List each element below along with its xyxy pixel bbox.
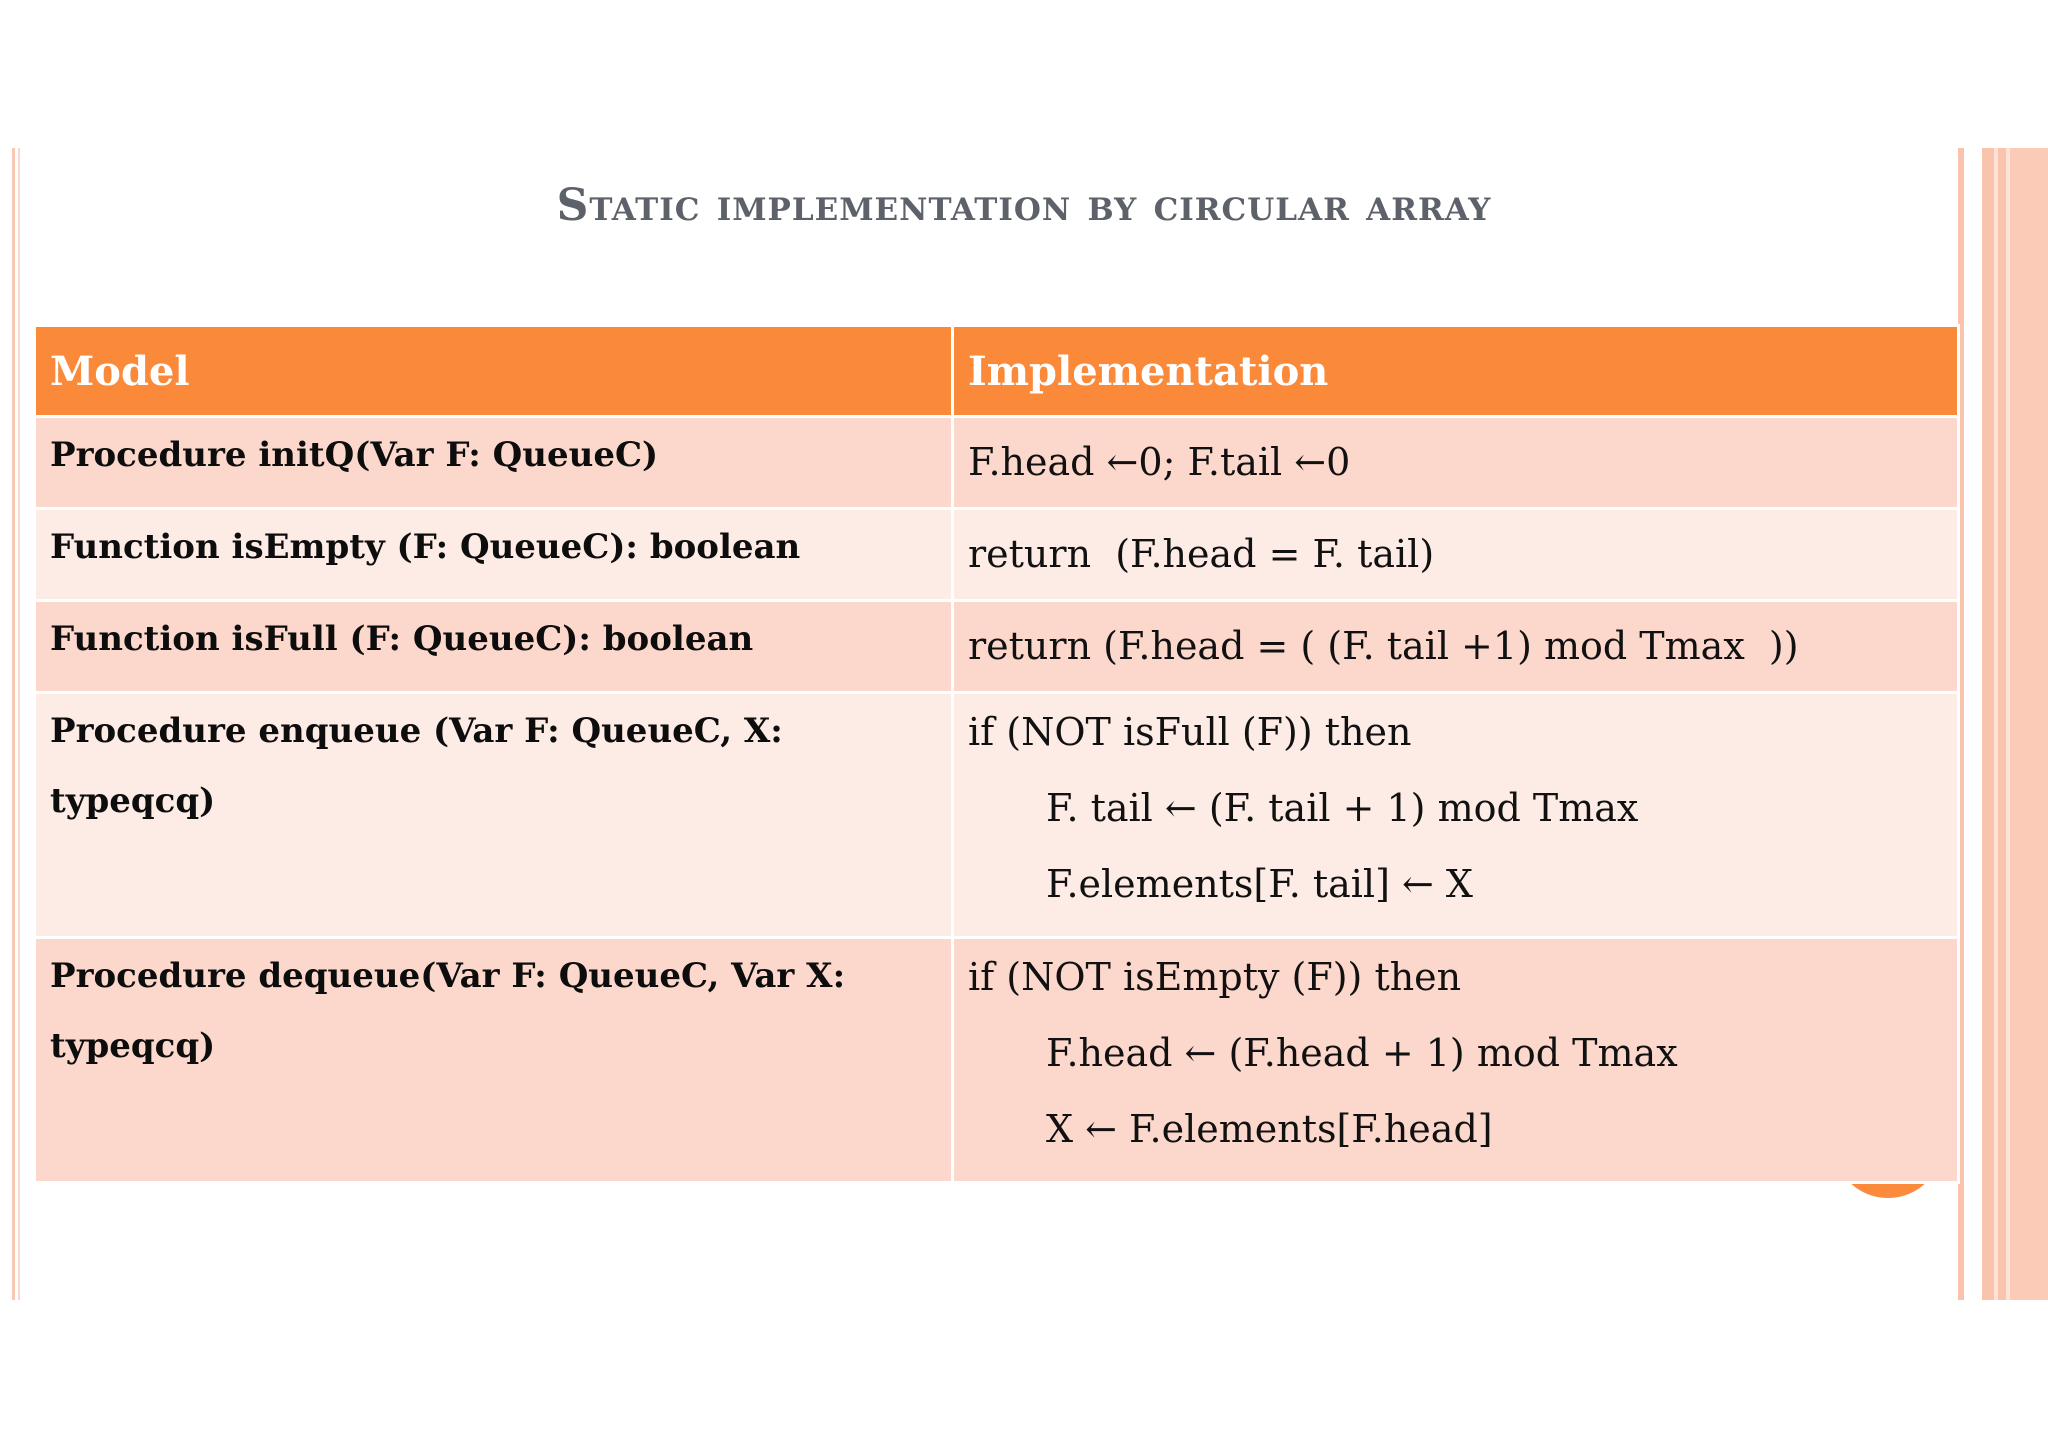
table-header-row	[35, 326, 1959, 417]
model-cell	[35, 693, 953, 938]
model-text: Function isFull (F: QueueC): boolean	[50, 619, 754, 659]
model-text: Function isEmpty (F: QueueC): boolean	[50, 527, 801, 567]
table-row	[35, 509, 1959, 601]
model-cell	[35, 417, 953, 509]
model-implementation-table	[33, 324, 1960, 1184]
implementation-line: if (NOT isFull (F)) then	[968, 710, 1412, 754]
implementation-cell	[953, 693, 1959, 938]
implementation-cell	[953, 509, 1959, 601]
implementation-line: F.head ←0; F.tail ←0	[968, 440, 1351, 484]
table-row	[35, 417, 1959, 509]
model-cell	[35, 509, 953, 601]
model-cell	[35, 601, 953, 693]
implementation-cell	[953, 601, 1959, 693]
implementation-cell	[953, 938, 1959, 1183]
table-row	[35, 693, 1959, 938]
slide-title: Static implementation by circular array	[556, 180, 1492, 231]
implementation-line: if (NOT isEmpty (F)) then	[968, 955, 1462, 999]
right-decorative-band	[1958, 148, 2048, 1300]
column-header-implementation: Implementation	[953, 326, 1959, 417]
implementation-line: F.head ← (F.head + 1) mod Tmax	[1046, 1031, 1678, 1075]
column-header-model: Model	[35, 326, 953, 417]
table-row	[35, 601, 1959, 693]
implementation-line: X ← F.elements[F.head]	[1046, 1107, 1493, 1151]
implementation-line: return (F.head = ( (F. tail +1) mod Tmax ))	[968, 624, 1799, 668]
table-row	[35, 938, 1959, 1183]
model-cell	[35, 938, 953, 1183]
implementation-line: F. tail ← (F. tail + 1) mod Tmax	[1046, 786, 1639, 830]
implementation-cell	[953, 417, 1959, 509]
model-text: Procedure initQ(Var F: QueueC)	[50, 435, 659, 475]
model-text: Procedure enqueue (Var F: QueueC, X: typeqcq)	[50, 711, 783, 821]
left-decorative-rule	[12, 148, 15, 1300]
implementation-line: return (F.head = F. tail)	[968, 532, 1435, 576]
model-text: Procedure dequeue(Var F: QueueC, Var X: typeqcq)	[50, 956, 846, 1066]
implementation-line: F.elements[F. tail] ← X	[1046, 862, 1473, 906]
left-decorative-rule-inner	[18, 148, 20, 1300]
